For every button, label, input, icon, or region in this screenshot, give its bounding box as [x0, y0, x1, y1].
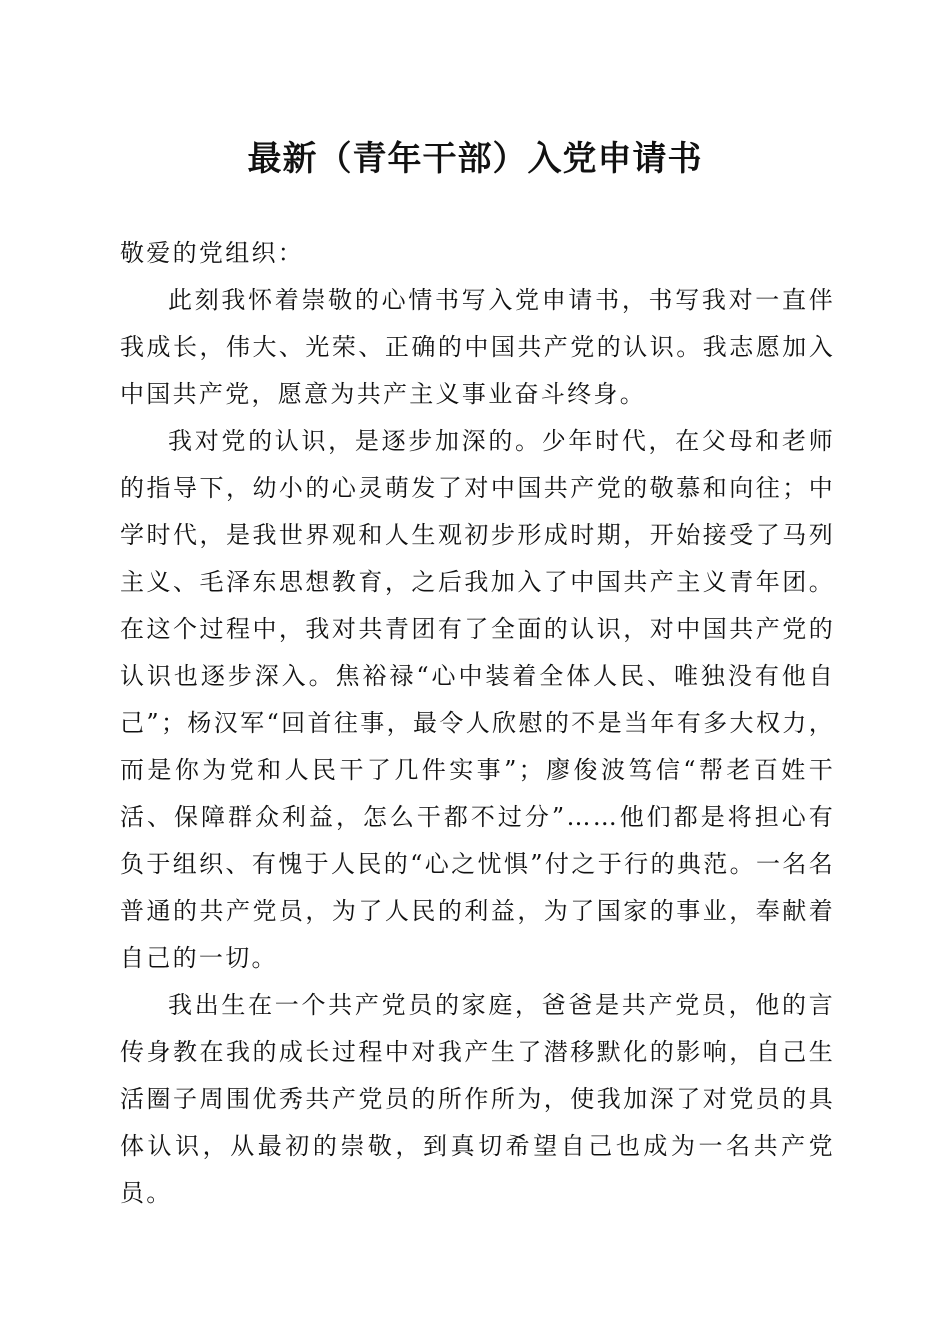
paragraph-1: 此刻我怀着崇敬的心情书写入党申请书，书写我对一直伴我成长，伟大、光荣、正确的中国共产党的认识。我志愿加入中国共产党，愿意为共产主义事业奋斗终身。	[120, 286, 835, 408]
paragraph-2: 我对党的认识，是逐步加深的。少年时代，在父母和老师的指导下，幼小的心灵萌发了对中国共产党的敬慕和向往；中学时代，是我世界观和人生观初步形成时期，开始接受了马列主义、毛泽东思想教育，之后我加入了中国共产主义青年团。在这个过程中，我对共青团有了全面的认识，对中国共产党的认识也逐步深入。焦裕禄“心中装着全体人民、唯独没有他自己”；杨汉军“回首往事，最令人欣慰的不是当年有多大权力，而是你为党和人民干了几件实事”；廖俊波笃信“帮老百姓干活、保障群众利益，怎么干都不过分”……他们都是将担心有负于组织、有愧于人民的“心之忧惧”付之于行的典范。一名名普通的共产党员，为了人民的利益，为了国家的事业，奉献着自己的一切。	[120, 427, 835, 972]
paragraph-3: 我出生在一个共产党员的家庭，爸爸是共产党员，他的言传身教在我的成长过程中对我产生了潜移默化的影响，自己生活圈子周围优秀共产党员的所作所为，使我加深了对党员的具体认识，从最初的崇敬，到真切希望自己也成为一名共产党员。	[120, 991, 835, 1207]
salutation: 敬爱的党组织：	[120, 239, 305, 267]
document-title: 最新（青年干部）入党申请书	[247, 139, 703, 179]
document-body	[120, 230, 835, 1217]
